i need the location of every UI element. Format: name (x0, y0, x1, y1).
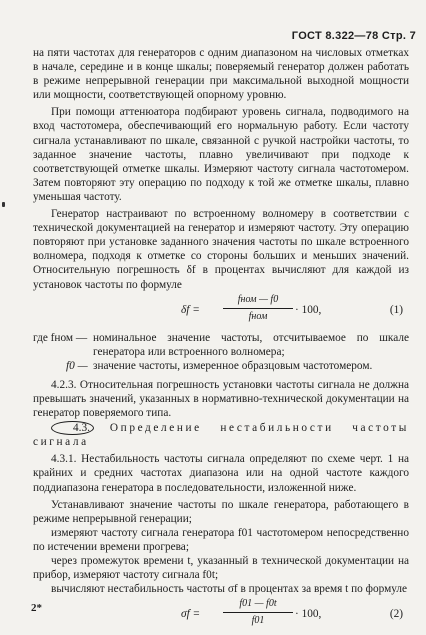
paragraph-set-frequency: Устанавливают значение частоты по шкале генератора, работающего в режиме непрерывной генерации; (33, 498, 409, 525)
formula-1-number: (1) (389, 303, 403, 316)
paragraph-4-3-1: 4.3.1. Нестабильность частоты сигнала определяют по схеме черт. 1 на крайних и средних частотах диапазона или на одной частоте каждого поддиапазона генератора в последовательности, изложенной ниже. (33, 453, 409, 494)
formula-2 (33, 597, 409, 633)
formula-2-multiplier: · 100, (295, 608, 322, 621)
page-header: ГОСТ 8.322—78 Стр. 7 (291, 30, 416, 42)
paragraph-measure-f0t: через промежуток времени t, указанный в технической документации на прибор, измеряют частоту сигнала f0t; (33, 555, 409, 582)
section-4-3-heading (33, 421, 409, 449)
page-body (33, 46, 409, 635)
formula-1-multiplier: · 100, (295, 303, 322, 316)
margin-mark (2, 202, 5, 207)
paragraph-compute-instability: вычисляют нестабильность частоты σf в процентах за время t по формуле (51, 583, 408, 596)
formula-1-denominator: fном (248, 310, 268, 322)
paragraph-measure-f01: измеряют частоту сигнала генератора f01 частотомером непосредственно по истечении времени прогрева; (33, 526, 409, 553)
formula-1 (33, 293, 409, 329)
page-footer-signature: 2* (31, 602, 42, 614)
formula-2-denominator: f01 (251, 615, 265, 627)
formula-1-fraction (223, 293, 293, 324)
paragraph-wavemeter: Генератор настраивают по встроенному волномеру в соответствии с технической документацией на генератор и измеряют частоту. Эту операцию повторяют при установке заданного значения частоты по шкале встроенного волномера, подходя к отметке со стороны больших и меньших значений. Относительную погрешность δf в процентах вычисляют для каждой из установок частоты по формуле (33, 208, 409, 291)
definition-fnom-term: где fном — (33, 331, 88, 344)
formula-2-numerator: f01 — f0t (223, 597, 293, 613)
paragraph-4-2-3: 4.2.3. Относительная погрешность установки частоты сигнала не должна превышать значений, указанных в нормативно-технической документации на генератор поверяемого типа. (33, 378, 409, 420)
paragraph-continuation: на пяти частотах для генераторов с одним диапазоном на числовых отметках в начале, середине и в конце шкалы; поверяемый генератор должен работать в режиме непрерывной генерации при максимальной выходной мощности или мощности, соответствующей опорному уровню. (33, 47, 409, 102)
paragraph-attenuator: При помощи аттенюатора подбирают уровень сигнала, подводимого на вход частотомера, обеспечивающий его нормальную работу. Если частоту сигнала устанавливают по шкале, связанной с ручкой настройки частоты, то заданное значение частоты, плавно увеличивают при подходе к соответствующей отметке шкалы. Измеряют частоту сигнала частотомером. Затем повторяют эту операцию по подходу к той же отметке шкалы, плавно уменьшая частоту. (33, 106, 409, 203)
formula-2-lhs: σf = (181, 608, 201, 621)
section-4-3-number: 4.3. (51, 421, 94, 435)
definition-f0-term: f0 — (66, 359, 88, 372)
definition-fnom (33, 331, 409, 359)
definition-f0 (33, 359, 409, 373)
formula-1-lhs: δf = (181, 303, 200, 316)
definition-fnom-text: номинальное значение частоты, отсчитываемое по шкале генератора или встроенного волномера; (93, 331, 409, 358)
formula-1-numerator: fном — f0 (223, 293, 293, 309)
formula-2-fraction (223, 597, 293, 628)
section-4-3-title: Определение нестабильности частоты сигнала (33, 422, 409, 449)
definition-f0-text: значение частоты, измеренное образцовым частотомером. (93, 359, 373, 372)
formula-2-number: (2) (389, 608, 403, 621)
